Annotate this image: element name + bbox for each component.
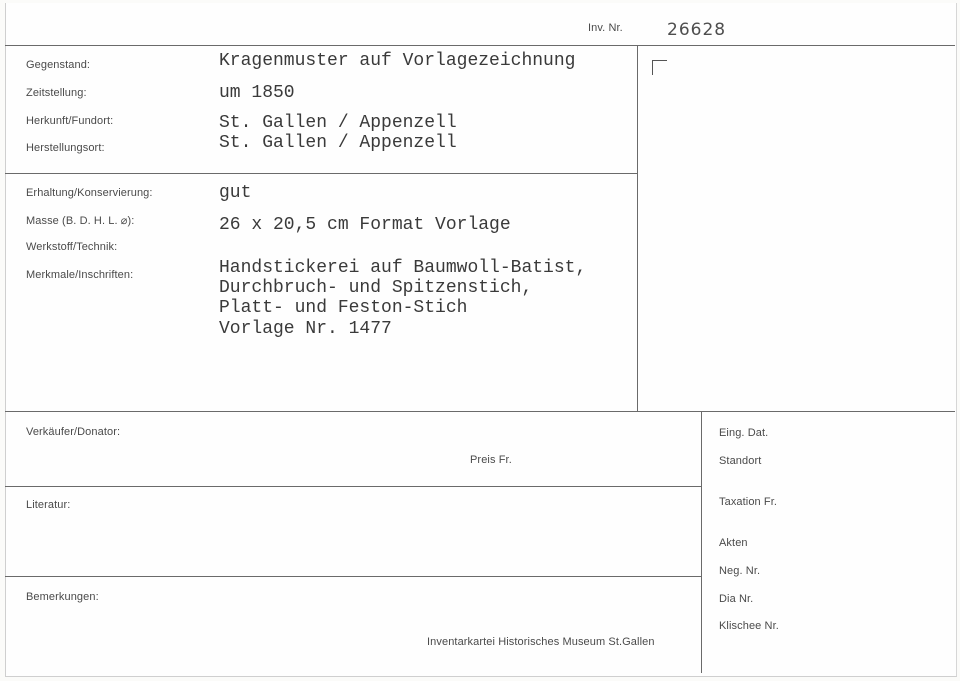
herkunft-value: St. Gallen / Appenzell [219, 113, 457, 133]
klischee-nr-label: Klischee Nr. [719, 620, 779, 632]
footer-text: Inventarkartei Historisches Museum St.Gallen [427, 636, 655, 648]
divider-2 [5, 411, 955, 412]
zeitstellung-value: um 1850 [219, 83, 295, 103]
divider-3 [5, 486, 702, 487]
akten-label: Akten [719, 537, 748, 549]
werkstoff-label: Werkstoff/Technik: [26, 241, 118, 253]
preis-label: Preis Fr. [470, 454, 512, 466]
merkmale-line-4: Vorlage Nr. 1477 [219, 319, 392, 339]
standort-label: Standort [719, 455, 762, 467]
divider-4 [5, 576, 702, 577]
divider-1 [5, 173, 638, 174]
merkmale-line-1: Handstickerei auf Baumwoll-Batist, [219, 258, 587, 278]
bemerkungen-label: Bemerkungen: [26, 591, 99, 603]
corner-mark [652, 60, 667, 75]
divider-top [5, 45, 955, 46]
inv-nr-label: Inv. Nr. [588, 22, 623, 34]
verkaeufer-label: Verkäufer/Donator: [26, 426, 121, 438]
taxation-label: Taxation Fr. [719, 496, 778, 508]
merkmale-line-2: Durchbruch- und Spitzenstich, [219, 278, 533, 298]
masse-label: Masse (B. D. H. L. ⌀): [26, 215, 135, 227]
vertical-divider-lower [701, 411, 702, 673]
erhaltung-value: gut [219, 183, 252, 203]
merkmale-label: Merkmale/Inschriften: [26, 269, 134, 281]
gegenstand-value: Kragenmuster auf Vorlagezeichnung [219, 51, 576, 71]
herstellungsort-label: Herstellungsort: [26, 142, 105, 154]
inv-number: 26628 [667, 20, 727, 40]
dia-nr-label: Dia Nr. [719, 593, 754, 605]
erhaltung-label: Erhaltung/Konservierung: [26, 187, 153, 199]
vertical-divider-upper [637, 45, 638, 411]
zeitstellung-label: Zeitstellung: [26, 87, 87, 99]
masse-value: 26 x 20,5 cm Format Vorlage [219, 215, 511, 235]
herkunft-label: Herkunft/Fundort: [26, 115, 114, 127]
gegenstand-label: Gegenstand: [26, 59, 91, 71]
literatur-label: Literatur: [26, 499, 71, 511]
merkmale-line-3: Platt- und Feston-Stich [219, 298, 468, 318]
eing-dat-label: Eing. Dat. [719, 427, 769, 439]
herstellungsort-value: St. Gallen / Appenzell [219, 133, 457, 153]
neg-nr-label: Neg. Nr. [719, 565, 761, 577]
